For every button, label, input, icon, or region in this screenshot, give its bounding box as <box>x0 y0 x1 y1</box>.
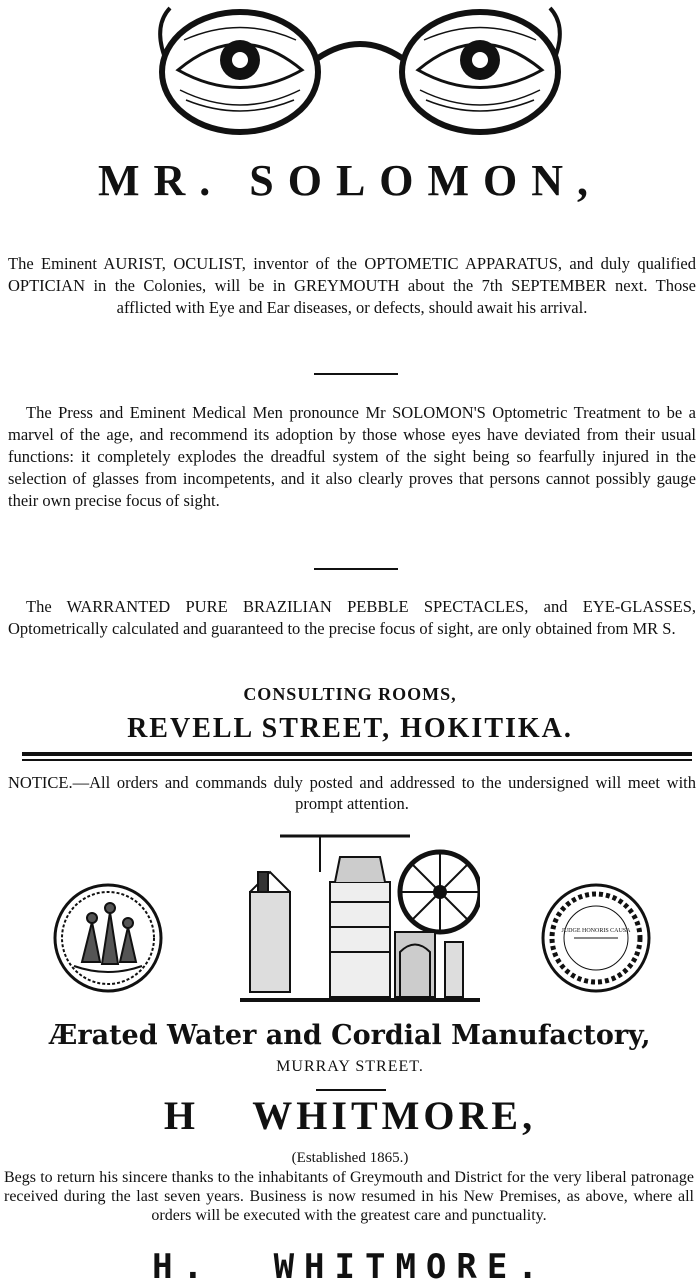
divider <box>314 373 398 375</box>
notice-paragraph: NOTICE.—All orders and commands duly posted and addressed to the undersigned will meet with prompt attention. <box>8 773 696 813</box>
established-note: (Established 1865.) <box>291 1150 409 1166</box>
footer-signature: H. WHITMORE. <box>152 1247 548 1287</box>
consulting-rooms-heading: CONSULTING ROOMS, <box>243 684 457 704</box>
medal-left-illustration <box>52 882 164 994</box>
medal-right-illustration <box>540 882 652 994</box>
paragraph-announcement: The Eminent AURIST, OCULIST, inventor of the OPTOMETIC APPARATUS, and duly qualified OPTICIAN in the Colonies, will be in GREYMOUTH about the 7th SEPTEMBER next. Those afflicted with Eye and Ear diseases, or defects, should await his arrival. <box>8 254 696 317</box>
factory-street: MURRAY STREET. <box>276 1058 424 1075</box>
paragraph-press-opinion: The Press and Eminent Medical Men pronounce Mr SOLOMON'S Optometric Treatment to be a marvel of the age, and recommend its adoption by those whose eyes have deviated from their usual functions: it completely explodes the dreadful system of the sight being so fearfully injured in the selection of glasses from incompetents, and it also clearly proves that persons cannot possibly gauge their own precise focus of sight. <box>8 403 696 510</box>
section-separator <box>22 752 692 761</box>
factory-title: Ærated Water and Cordial Manufactory, <box>49 1020 651 1051</box>
spectacles-illustration <box>150 0 570 150</box>
divider <box>314 568 398 570</box>
headline-mr-solomon: MR. SOLOMON, <box>97 156 603 205</box>
street-address: REVELL STREET, HOKITIKA. <box>127 713 573 744</box>
divider <box>316 1089 386 1091</box>
medal-inscription: JUDGE HONORIS CAUSA <box>561 928 631 934</box>
paragraph-thanks: Begs to return his sincere thanks to the inhabitants of Greymouth and District for the very liberal patronage received during the last seven years. Business is now resumed in his New Premises, as above, where all orders will be executed with the greatest care and punctuality. <box>4 1169 694 1224</box>
paragraph-spectacles: The WARRANTED PURE BRAZILIAN PEBBLE SPECTACLES, and EYE-GLASSES, Optometrically calculated and guaranteed to the precise focus of sight, are only obtained from MR S. <box>8 597 696 638</box>
proprietor-name: H WHITMORE, <box>163 1093 537 1138</box>
factory-machinery-illustration <box>240 832 480 1012</box>
